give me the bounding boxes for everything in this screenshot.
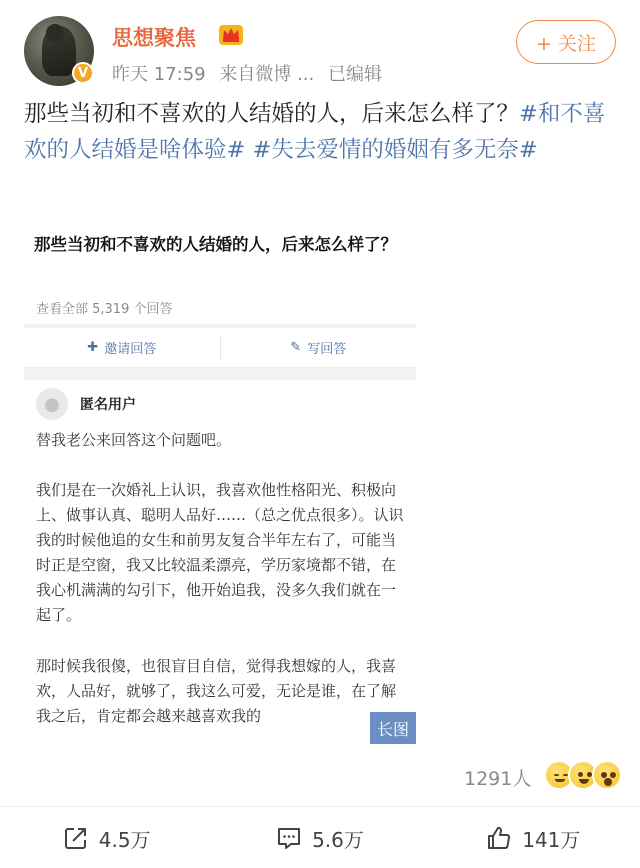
answer-paragraph: 那时候我很傻，也很盲目自信，觉得我想嫁的人，我喜欢，人品好，就够了，我这么可爱，无论是谁，在了解我之后，肯定都会越来越喜欢我的 xyxy=(36,657,397,725)
question-title: 那些当初和不喜欢的人结婚的人，后来怎么样了？ xyxy=(34,235,397,254)
verified-badge-icon: V xyxy=(72,62,94,84)
reaction-count[interactable]: 1291人 xyxy=(464,768,532,790)
comment-button[interactable] xyxy=(213,808,426,868)
add-user-icon: ✚ xyxy=(87,340,99,355)
comment-count: 5.6万 xyxy=(312,827,364,852)
answer-count: 查看全部 5,319 个回答 xyxy=(36,302,173,317)
post-body: 那些当初和不喜欢的人结婚的人，后来怎么样了？ xyxy=(24,101,520,127)
answer-text xyxy=(36,428,408,746)
crown-icon xyxy=(218,22,244,46)
post-meta xyxy=(112,60,390,86)
question-actions xyxy=(24,328,416,368)
long-image-card[interactable] xyxy=(24,224,416,746)
divider xyxy=(0,806,640,807)
share-icon xyxy=(63,825,89,851)
bottom-action-bar xyxy=(0,808,640,868)
write-label: 写回答 xyxy=(307,342,347,357)
share-count: 4.5万 xyxy=(98,827,151,852)
surprised-face-icon xyxy=(592,760,622,790)
post-text xyxy=(24,96,620,168)
write-answer-button xyxy=(221,328,417,367)
invite-answer-button xyxy=(24,328,220,367)
post-header xyxy=(0,0,640,90)
long-image-badge: 长图 xyxy=(370,712,416,744)
hashtag-link[interactable]: #失去爱情的婚姻有多无奈# xyxy=(252,137,538,163)
edit-icon: ✎ xyxy=(290,340,302,355)
hashtag-link[interactable]: #和不喜欢的人结婚是啥体验# xyxy=(24,101,606,163)
like-count: 141万 xyxy=(522,827,581,852)
answer-paragraph: 替我老公来回答这个问题吧。 xyxy=(36,431,232,449)
edited-label[interactable]: 已编辑 xyxy=(327,64,382,85)
comment-icon xyxy=(276,825,302,851)
anonymous-avatar-icon: ● xyxy=(36,388,68,420)
divider xyxy=(24,368,416,380)
post-source[interactable]: 来自微博 ... xyxy=(219,64,315,85)
answer-paragraph: 我们是在一次婚礼上认识，我喜欢他性格阳光、积极向上、做事认真、聪明人品好……（总之优点很多）。认识我的时候他追的女生和前男友复合半年左右了，可能当时正是空窗，我又比较温柔漂亮，学历家境都不错，在我心机满满的勾引下，他开始追我，没多久我们就在一起了。 xyxy=(36,481,404,624)
thinker-head xyxy=(46,24,64,42)
follow-button[interactable]: + 关注 xyxy=(516,20,616,64)
anonymous-user-name: 匿名用户 xyxy=(80,397,136,413)
thumbs-up-icon xyxy=(486,825,512,851)
like-button[interactable] xyxy=(427,808,640,868)
share-button[interactable] xyxy=(0,808,213,868)
post-time: 昨天 17:59 xyxy=(112,64,206,85)
invite-label: 邀请回答 xyxy=(104,342,157,357)
username[interactable]: 思想聚焦 xyxy=(112,26,196,50)
